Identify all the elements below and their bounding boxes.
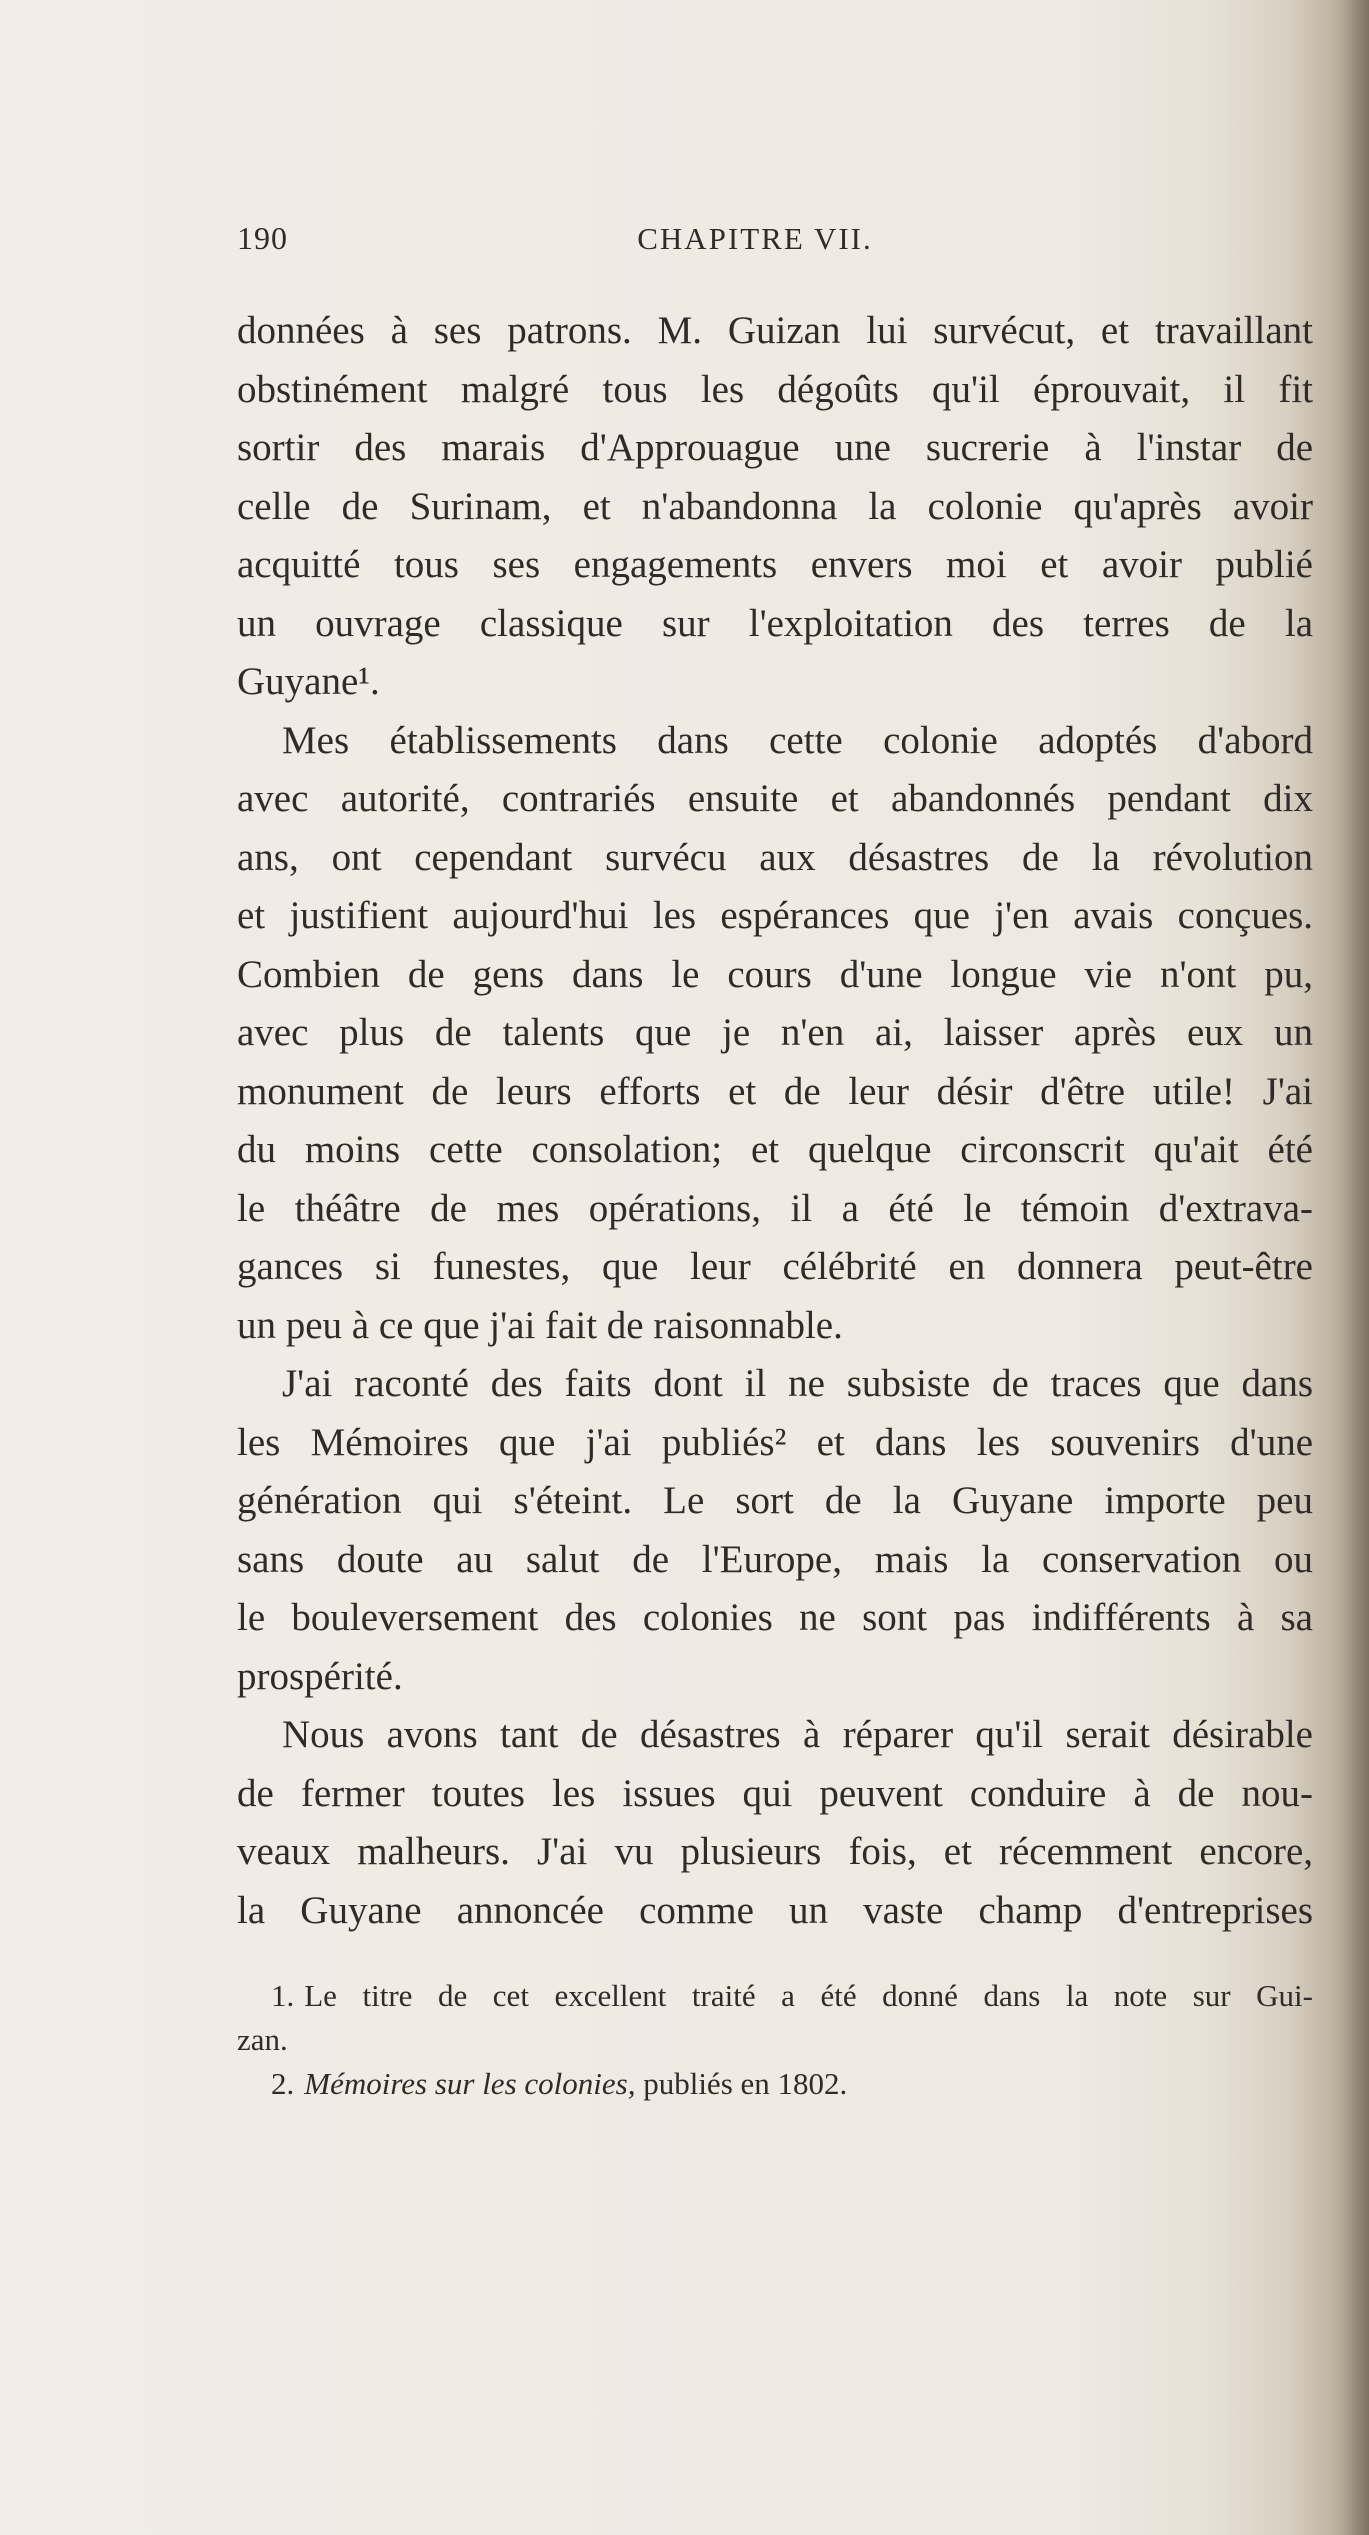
footnote-1-line-1: [237, 1974, 1313, 2018]
text-line: gances si funestes, que leur célébrité en donnera peut-être: [237, 1245, 1313, 1288]
text-line: J'ai raconté des faits dont il ne subsiste de traces que dans: [282, 1362, 1313, 1405]
text-line: Nous avons tant de désastres à réparer qu'il serait désirable: [282, 1713, 1313, 1756]
text-line: Mes établissements dans cette colonie adoptés d'abord: [282, 718, 1313, 762]
page-edge-shadow: [1333, 0, 1369, 2535]
text-line: ans, ont cependant survécu aux désastres de la révolution: [237, 835, 1313, 879]
chapter-title: CHAPITRE VII.: [637, 221, 873, 256]
footnotes: [237, 1974, 1313, 2106]
text-line: avec autorité, contrariés ensuite et abandonnés pendant dix: [237, 777, 1313, 820]
text-line: données à ses patrons. M. Guizan lui survécut, et travaillant: [237, 309, 1313, 352]
text-line: un peu à ce que j'ai fait de raisonnable.: [237, 1303, 843, 1347]
text-line: de fermer toutes les issues qui peuvent conduire à de nou-: [237, 1771, 1313, 1815]
text-line: obstinément malgré tous les dégoûts qu'il éprouvait, il fit: [237, 367, 1313, 411]
text-line: et justifient aujourd'hui les espérances que j'en avais conçues.: [237, 894, 1313, 937]
text-line: veaux malheurs. J'ai vu plusieurs fois, et récemment encore,: [237, 1830, 1313, 1873]
text-line: prospérité.: [237, 1654, 403, 1698]
text-line: sans doute au salut de l'Europe, mais la conservation ou: [237, 1537, 1313, 1581]
text-line: les Mémoires que j'ai publiés² et dans les souvenirs d'une: [237, 1420, 1313, 1464]
text-line: la Guyane annoncée comme un vaste champ d'entreprises: [237, 1888, 1313, 1932]
text-line: avec plus de talents que je n'en ai, laisser après eux un: [237, 1011, 1313, 1054]
text-line: sortir des marais d'Approuague une sucrerie à l'instar de: [237, 426, 1313, 469]
text-line: Combien de gens dans le cours d'une longue vie n'ont pu,: [237, 952, 1313, 996]
text-line: du moins cette consolation; et quelque circonscrit qu'ait été: [237, 1128, 1313, 1171]
running-header: [237, 220, 1313, 290]
text-line: celle de Surinam, et n'abandonna la colonie qu'après avoir: [237, 484, 1313, 528]
footnote-2-number: 2.: [271, 2066, 295, 2101]
text-line: génération qui s'éteint. Le sort de la Guyane importe peu: [237, 1479, 1313, 1522]
text-line: le théâtre de mes opérations, il a été le témoin d'extrava-: [237, 1186, 1313, 1230]
footnote-1-line-2: zan.: [237, 2022, 288, 2057]
footnote-1-number: 1.: [271, 1978, 295, 2013]
footnote-2-text: publiés en 1802.: [635, 2066, 848, 2101]
text-block: [237, 220, 1313, 2106]
page-number: 190: [237, 220, 288, 256]
text-line: Guyane¹.: [237, 660, 380, 703]
body-text: [237, 302, 1313, 1940]
footnote-2-title: Mémoires sur les colonies,: [304, 2066, 636, 2101]
text-line: monument de leurs efforts et de leur désir d'être utile! J'ai: [237, 1069, 1313, 1113]
text-line: un ouvrage classique sur l'exploitation des terres de la: [237, 601, 1313, 645]
text-line: le bouleversement des colonies ne sont pas indifférents à sa: [237, 1596, 1313, 1639]
footnote-2: [237, 2062, 1313, 2106]
footnote-1-text: Le titre de cet excellent traité a été donné dans la note sur Gui-: [304, 1978, 1313, 2013]
text-line: acquitté tous ses engagements envers moi et avoir publié: [237, 543, 1313, 586]
